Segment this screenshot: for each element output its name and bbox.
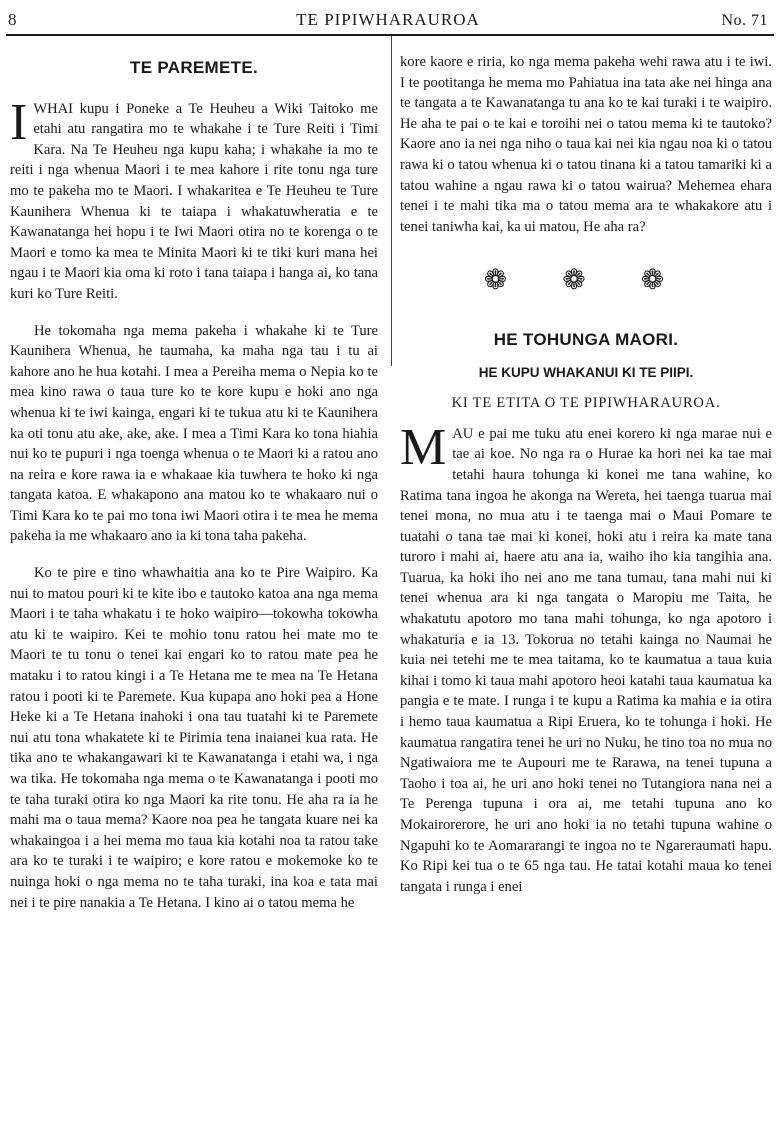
paragraph-text: WHAI kupu i Poneke a Te Heuheu a Wiki Taitoko me etahi atu rangatira mo te whakahe i te Ture Reiti i Timi Kara. Na Te Heuheu nga kupu kaha; i whakahe ia mo te reiti i nga whenua Maori i te mea kahore i rite tonu nga ture mo te pakeha mo te Maori. I whakaritea e Te Heuheu te Ture Kaunihera Whenua ki te taiapa i whakatuwheratia e te Kawanatanga hei hopu i te Iwi Maori otira no te korenga o te Maori e tomo ka mea te Minita Maori ki te tiki kuri mana hei ngau i te Maori kia oma ki roto i tana taiapa i hanga ai, ko tana kuri ko Ture Reiti. <box>10 100 378 302</box>
flower-ornament-icon: ❁ <box>562 265 610 297</box>
right-column <box>400 52 772 897</box>
paragraph-text: AU e pai me tuku atu enei korero ki nga marae nui e tae ai koe. No nga ra o Hurae ka hori nei ka tae mai tetahi haura tohunga ki konei me tana wahine, ko Ratima tana ingoa he akonga na Wereta, hei taenga tuarua mai tenei mona, no mua atu i te taenga mai o Maui Pomare te tuatahi o tana tae mai ki konei, hoki atu i reira ka mate tana turoro i mahi ai, haere atu ana ia, waiho iho kia tangihia ana. Tuarua, ka hoki iho nei ano me tana tumau, tana mahi nui ki tenei whenua ara ki nga tangata o Maropiu me Taita, he whakatutu apotoro mo tana mahi tohunga, ko nga apotoro i whakaturia e ia 13. Tokorua no tetahi kainga no Naumai he kuia nei tetehi me te mea taitama, ko te kaumatua a taua kuia kihai i tomo ki taua mahi apotoro heoi katahi taua kaumatua ka pangia e te mate. I runga i te kupu a Ratima ka mahia e ia otira i hemo taua kaumatua a Ripi Eruera, ko te tohunga i hoki. He kaumatua rangatira tenei he uri no Nuku, he tino toa no mua no Ngatiwaiora me te Aupouri me te Rarawa, na tenei tupuna a Taoho i toa ai, he uri ano hoki tenei no Tutangiora nana nei a Te Perenga tupuna i ora ai, me tetahi tupuna ano ko Mokairorerore, he uri ano hoki ia no tetahi tupuna wahine o Ngapuhi ko te Aomararangi te ingoa no te Ngareraumati hapu. Ko Ripi kei tua o te 65 nga tau. He tatai kotahi maua ko tenei tangata i runga i enei <box>400 425 772 895</box>
drop-cap: I <box>10 93 28 151</box>
issue-number: No. 71 <box>721 12 768 29</box>
section-title-paremete: TE PAREMETE. <box>130 58 258 77</box>
publication-title: TE PIPIWHARAUROA <box>296 10 480 29</box>
ornament-divider <box>400 265 772 297</box>
drop-cap: M <box>400 418 447 476</box>
header-rule <box>6 34 774 36</box>
letter-dedication: KI TE ETITA O TE PIPIWHARAUROA. <box>451 395 721 412</box>
article-paragraph-continued: kore kaore e riria, ko nga mema pakeha wehi rawa atu i te iwi. I te pootitanga he mema mo Pahiatua ina tata ake nei hinga ana te tangata a te Kawanatanga tu ana ko te kai turaki i te waipiro. He aha te pai o te kai e toroihi nei o tatou mema ki te tautoko? Kaore ano ia nei nga niho o taua kai nei kia ngau noa ki o tatou rawa ki o tatou whenua ki o tatou tinana ki a tatou tamariki ki a tatou wahine a ngau rawa ki o tatou wairua? Mehemea ehara tenei i te mahi tika ma o tatou mema ara te whakakore atu i tenei taniwha kai, ka ui matou, He aha ra? <box>400 54 772 235</box>
flower-ornament-icon: ❁ <box>483 265 532 297</box>
article-paragraph: Ko te pire e tino whawhaitia ana ko te Pire Waipiro. Ka nui to matou pouri ki te kite ibo e tautoko katoa ana nga mema Maori i te taha whakatu i te hoko waipiro—tokowha tokowha atu ki te waipiro. Kei te mohio tonu ratou hei mate mo te Maori te tu tonu o tenei kai engari ko to ratou mate pea he mataku i to ratou kingi i a Te Hetana me te mea na Te Hetana ratou i pooti ki te Paremete. Kua kupapa ano hoki pea a Hone Heke ki a Te Hetana inahoki i ona tau tuatahi ki te Paremete nui atu tona whakatete ki te Pirimia tena inaianei kua rata. He tika ano te whakangawari ki te Kawanatanga i etahi wa, i nga wa tika. He tokomaha nga mema o te Kawanatanga i pooti mo te taha turaki otira ko nga Maori ka rite tonu. He aha ra ia he mahi ma o taua mema? Kaore noa pea he tangata kuare nei ka whakaingoa i a hei mema mo taua kia kotahi noa ta ratou take ara ko te turaki i te waipiro; e kore ratou e mokemoke ko te nuinga hoki o nga mema no te taha turaki, ina koa e tata mai nei i te pire nanakia a Te Hetana. I kino ai o tatou mema he <box>10 565 378 911</box>
article-paragraph: He tokomaha nga mema pakeha i whakahe ki te Ture Kaunihera Whenua, he taumaha, ka maha nga tau i tu ai kahore ano he hua kotahi. I mea a Pereiha mema o Nepia ko te mea kino rawa o taua ture ko te kore kupu e hoki ano nga whenua ki te iwi kainga, engari ki te tukua atu ki te Kaunihera ka oti tonu atu ake, ake, ake. I mea a Timi Kara ko tona hiahia nui ko te pupuri i nga toenga whenua o te Maori ki a ratou ano na reira e kore rawa ia e whakaae kia tuwhera te hoko ki nga tangata katoa. E whakapono ana matou ko te whakaaro nui o Timi Kara ko te pai mo tona iwi Maori otira i te mea he mema pakeha ia me whakaaro ano ia ki tona taha pakeha. <box>10 322 378 545</box>
column-divider <box>391 36 392 366</box>
section-subtitle: HE KUPU WHAKANUI KI TE PIIPI. <box>478 364 694 380</box>
left-column <box>10 58 378 913</box>
article-paragraph <box>10 93 378 305</box>
article-paragraph <box>400 418 772 898</box>
page-header <box>6 4 770 32</box>
page-number: 8 <box>8 10 17 29</box>
section-title-tohunga: HE TOHUNGA MAORI. <box>493 329 679 349</box>
flower-ornament-icon: ❁ <box>640 265 689 297</box>
